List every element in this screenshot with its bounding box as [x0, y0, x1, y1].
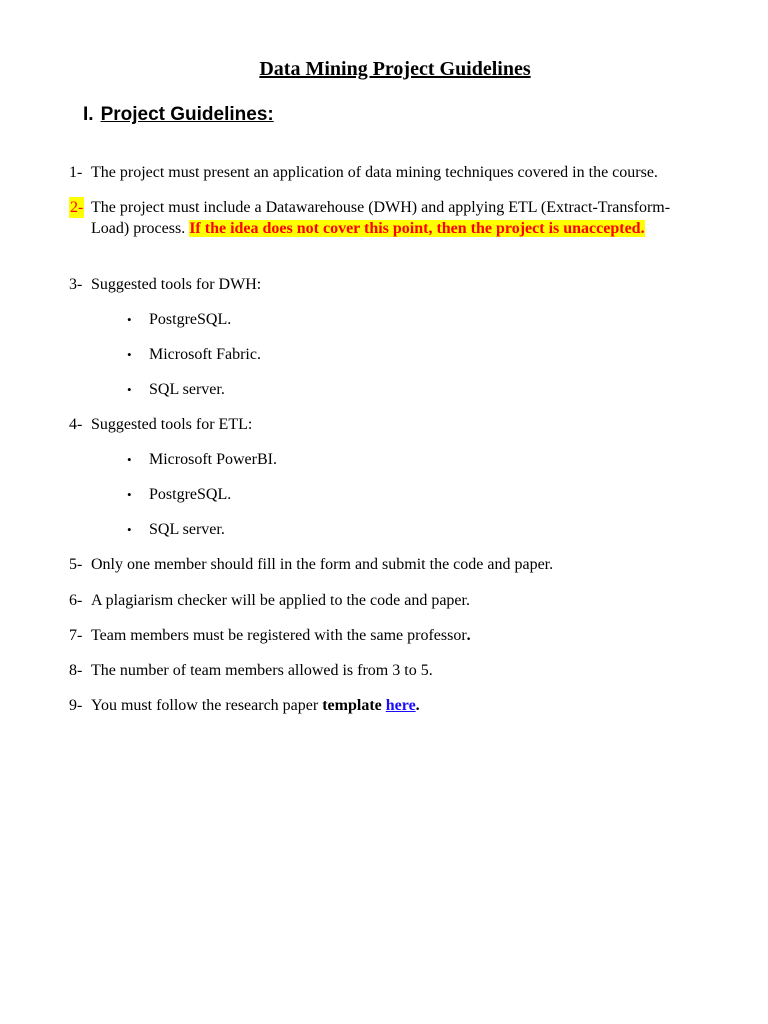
section-numeral: I. — [83, 104, 94, 125]
item-text: Suggested tools for DWH: — [91, 276, 262, 293]
item-text — [91, 625, 731, 646]
item-text-suffix: . — [466, 627, 471, 644]
bullet-icon: • — [127, 382, 132, 397]
item-text: The project must present an application of data mining techniques covered in the course. — [91, 164, 658, 181]
template-link[interactable]: here — [385, 697, 416, 714]
item-number: 7- — [69, 627, 83, 644]
bullet-icon: • — [127, 452, 132, 467]
bullet-icon: • — [127, 522, 132, 537]
item-text-main: You must follow the research paper — [91, 697, 323, 714]
item-text-main: The project must include a Datawarehouse (DWH) and applying ETL (Extract-Transform-Load) process. — [91, 199, 671, 237]
item-number: 5- — [69, 556, 83, 573]
item-text: Only one member should fill in the form and submit the code and paper. — [91, 556, 554, 573]
section-heading-label: Project Guidelines: — [100, 104, 274, 125]
item-number: 6- — [69, 592, 83, 609]
warning-highlight: If the idea does not cover this point, then the project is unaccepted. — [189, 220, 645, 237]
page-title: Data Mining Project Guidelines — [259, 58, 531, 80]
item-number: 3- — [69, 276, 83, 293]
item-text — [91, 695, 731, 716]
bullet-icon: • — [127, 487, 132, 502]
item-text-main: Team members must be registered with the same professor — [91, 627, 467, 644]
bullet-text: Microsoft PowerBI. — [149, 451, 277, 468]
section-heading — [83, 104, 274, 126]
item-number: 9- — [69, 697, 83, 714]
item-text: Suggested tools for ETL: — [91, 416, 253, 433]
template-word: template — [322, 697, 382, 714]
item-text — [91, 197, 701, 239]
bullet-text: PostgreSQL. — [149, 311, 232, 328]
item-number: 8- — [69, 662, 83, 679]
bullet-text: PostgreSQL. — [149, 486, 232, 503]
item-text: A plagiarism checker will be applied to the code and paper. — [91, 592, 470, 609]
bullet-icon: • — [127, 312, 132, 327]
bullet-text: SQL server. — [149, 381, 225, 398]
item-number: 1- — [69, 164, 83, 181]
bullet-icon: • — [127, 347, 132, 362]
item-text-suffix: . — [415, 697, 420, 714]
bullet-text: SQL server. — [149, 521, 225, 538]
item-number-highlighted: 2- — [70, 199, 84, 216]
bullet-text: Microsoft Fabric. — [149, 346, 261, 363]
item-text: The number of team members allowed is from 3 to 5. — [91, 662, 433, 679]
item-number: 4- — [69, 416, 83, 433]
